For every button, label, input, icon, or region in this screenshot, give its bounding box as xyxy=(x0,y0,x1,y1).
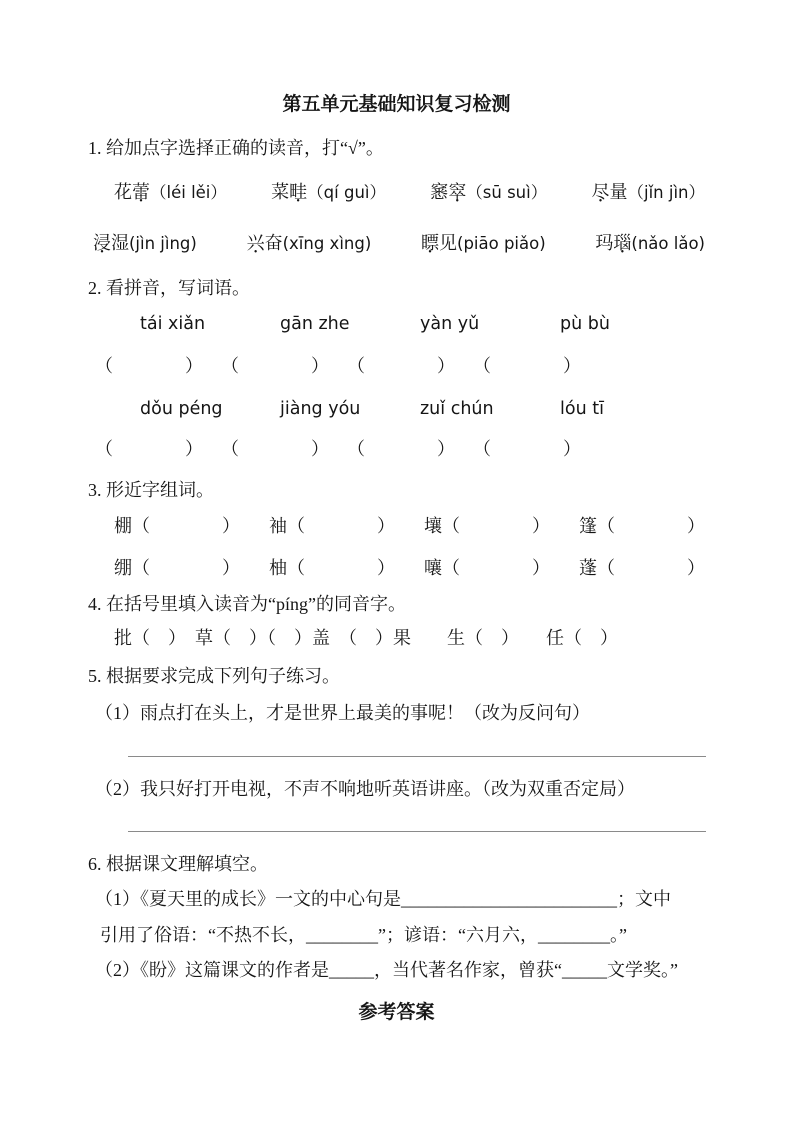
dotted-char: 蕾 xyxy=(132,182,150,202)
word-pre: 菜 xyxy=(271,182,290,202)
q1-item-5 xyxy=(93,230,197,257)
q1-row-2 xyxy=(88,230,705,257)
pinyin-word: lóu tī xyxy=(560,399,604,419)
answer-section-header: 参考答案 xyxy=(358,1002,435,1023)
q1-item-7 xyxy=(421,230,546,257)
word-blank: 壤（ ） xyxy=(424,516,550,536)
pinyin-options: （qí guì） xyxy=(307,183,386,202)
word-blank: 棚（ ） xyxy=(114,516,240,536)
pinyin-word: zuǐ chún xyxy=(420,399,494,419)
answer-bracket: （ ） xyxy=(95,356,203,376)
word-blank: 篷（ ） xyxy=(579,516,705,536)
pinyin-word: dǒu péng xyxy=(140,399,223,419)
page-title: 第五单元基础知识复习检测 xyxy=(282,94,511,115)
word-post: 见 xyxy=(439,233,458,253)
q4-fill-line: 批（ ） 草（ ）（ ）盖 （ ）果 生（ ） 任（ ） xyxy=(114,628,618,648)
word-blank: 绷（ ） xyxy=(114,558,240,578)
dotted-char: 浸 xyxy=(93,233,111,253)
word-pre: 玛 xyxy=(595,233,614,253)
q5-item-2: （2）我只好打开电视，不声不响地听英语讲座。（改为双重否定局） xyxy=(95,779,635,799)
q1-item-8 xyxy=(595,230,705,257)
answer-bracket: （ ） xyxy=(473,439,581,459)
word-post: 湿 xyxy=(111,233,129,253)
q2-pinyin-row-1 xyxy=(88,311,705,337)
answer-bracket: （ ） xyxy=(347,356,455,376)
q3-row-2 xyxy=(88,555,705,581)
word-blank: 柚（ ） xyxy=(269,558,395,578)
answer-bracket: （ ） xyxy=(347,439,455,459)
dotted-char: 兴 xyxy=(246,233,265,253)
q1-row-1 xyxy=(88,179,705,206)
q6-item-1-line-1: （1）《夏天里的成长》一文的中心句是________________________；文中 xyxy=(95,889,671,909)
q6-heading: 6. 根据课文理解填空。 xyxy=(88,854,268,874)
word-blank: 袖（ ） xyxy=(269,516,395,536)
q2-bracket-row-1 xyxy=(88,353,705,379)
answer-bracket: （ ） xyxy=(221,439,329,459)
q1-item-2 xyxy=(271,179,386,206)
q6-item-2: （2）《盼》这篇课文的作者是_____，当代著名作家，曾获“_____文学奖。” xyxy=(95,960,678,980)
q3-heading: 3. 形近字组词。 xyxy=(88,480,214,500)
pinyin-options: (jìn jìng) xyxy=(129,234,197,253)
pinyin-word: gān zhe xyxy=(280,314,350,334)
dotted-char: 瑙 xyxy=(613,233,632,253)
word-pre: 窸 xyxy=(430,182,449,202)
answer-bracket: （ ） xyxy=(221,356,329,376)
q3-row-1 xyxy=(88,513,705,539)
pinyin-word: pù bù xyxy=(560,314,610,334)
q2-bracket-row-2 xyxy=(88,436,705,462)
q1-item-4 xyxy=(592,179,706,206)
q5-item-1: （1）雨点打在头上，才是世界上最美的事呢！（改为反问句） xyxy=(95,703,590,723)
q5-heading: 5. 根据要求完成下列句子练习。 xyxy=(88,666,340,686)
pinyin-word: yàn yǔ xyxy=(420,314,480,334)
pinyin-options: （jǐn jìn） xyxy=(627,183,705,202)
pinyin-options: (xīng xìng) xyxy=(282,234,372,253)
answer-line-1 xyxy=(128,756,706,757)
q1-item-3 xyxy=(430,179,547,206)
pinyin-options: (nǎo lǎo) xyxy=(631,234,705,253)
dotted-char: 窣 xyxy=(448,182,467,202)
q6-item-1-line-2: 引用了俗语：“不热不长，________”；谚语：“六月六，________。” xyxy=(100,925,627,945)
q1-item-6 xyxy=(247,230,372,257)
q2-heading: 2. 看拼音，写词语。 xyxy=(88,278,250,298)
answer-bracket: （ ） xyxy=(473,356,581,376)
word-post: 奋 xyxy=(264,233,283,253)
pinyin-options: (piāo piǎo) xyxy=(457,234,546,253)
dotted-char: 畦 xyxy=(289,182,308,202)
q4-heading: 4. 在括号里填入读音为“píng”的同音字。 xyxy=(88,594,406,614)
q1-item-1 xyxy=(114,179,227,206)
pinyin-word: tái xiǎn xyxy=(140,314,206,334)
pinyin-options: （sū suì） xyxy=(466,183,548,202)
answer-bracket: （ ） xyxy=(95,439,203,459)
word-post: 量 xyxy=(609,182,628,202)
pinyin-word: jiàng yóu xyxy=(280,399,361,419)
word-pre: 花 xyxy=(114,182,132,202)
word-blank: 蓬（ ） xyxy=(579,558,705,578)
answer-line-2 xyxy=(128,831,706,832)
q2-pinyin-row-2 xyxy=(88,396,705,422)
dotted-char: 尽 xyxy=(591,182,610,202)
word-blank: 嚷（ ） xyxy=(424,558,550,578)
dotted-char: 瞟 xyxy=(421,233,440,253)
q1-heading: 1. 给加点字选择正确的读音，打“√”。 xyxy=(88,138,384,158)
pinyin-options: （léi lěi） xyxy=(150,183,227,202)
